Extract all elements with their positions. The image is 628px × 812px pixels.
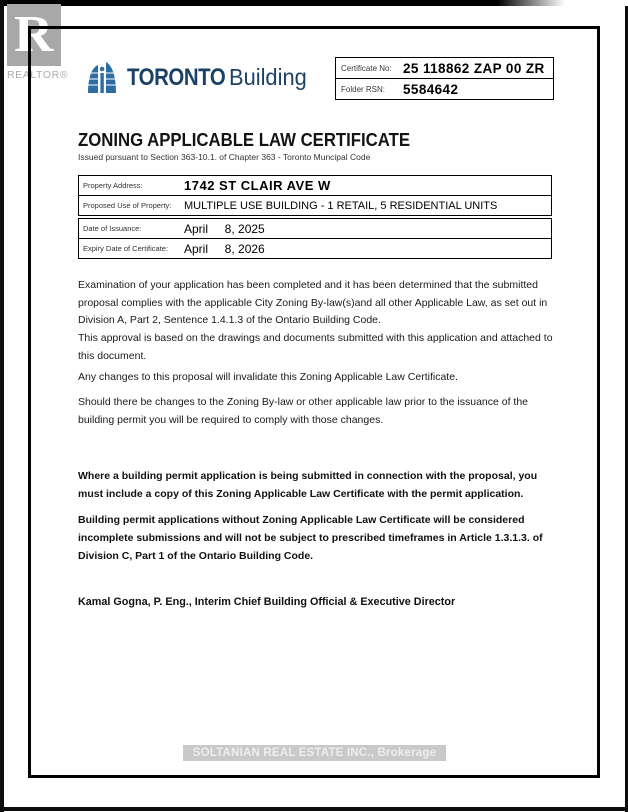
expiry-date-value: April 8, 2026	[184, 241, 265, 256]
property-table	[78, 175, 552, 259]
folder-rsn-label: Folder RSN:	[341, 84, 386, 94]
row-label: Property Address:	[83, 181, 143, 190]
certificate-number-box	[335, 57, 554, 100]
body-bold-paragraph-1: Where a building permit application is being submitted in connection with the proposal, you must include a copy of this Zoning Applicable Law Certificate with the permit application.	[78, 470, 538, 500]
signature-line: Kamal Gogna, P. Eng., Interim Chief Building Official & Executive Director	[78, 596, 456, 608]
certificate-no-value: 25 118862 ZAP 00 ZR	[403, 60, 545, 76]
certificate-no-row	[336, 58, 553, 78]
proposed-use-value: MULTIPLE USE BUILDING - 1 RETAIL, 5 RESIDENTIAL UNITS	[184, 199, 498, 212]
table-row-date-of-issuance	[78, 218, 552, 239]
row-label: Date of Issuance:	[83, 224, 142, 233]
date-of-issuance-value: April 8, 2025	[184, 221, 265, 236]
logo-text-building: Building	[228, 64, 307, 90]
body-paragraph-4: Should there be changes to the Zoning By-law or other applicable law prior to the issuance of the building permit you will be required to comply with those changes.	[78, 396, 529, 426]
body-paragraph-2: This approval is based on the drawings and documents submitted with this application and attached to this document.	[78, 332, 553, 362]
logo-text-toronto: TORONTO	[127, 63, 226, 91]
page-title: ZONING APPLICABLE LAW CERTIFICATE	[78, 130, 411, 150]
folder-rsn-row	[336, 78, 553, 99]
folder-rsn-value: 5584642	[403, 81, 459, 97]
row-label: Expiry Date of Certificate:	[83, 244, 169, 253]
table-row-property-address	[78, 175, 552, 196]
body-bold-paragraph-2: Building permit applications without Zoning Applicable Law Certificate will be considered incomplete submissions and will not be subject to prescribed timeframes in Article 1.3.1.3. of Division C, Part 1 of the Ontario Building Code.	[78, 514, 543, 562]
scan-edge-bottom	[0, 807, 628, 811]
table-row-proposed-use	[78, 195, 552, 216]
toronto-city-hall-icon	[84, 55, 120, 100]
body-paragraph-3: Any changes to this proposal will invalidate this Zoning Applicable Law Certificate.	[78, 371, 458, 383]
brokerage-watermark: SOLTANIAN REAL ESTATE INC., Brokerage	[183, 745, 446, 761]
realtor-logo-letter: R	[14, 6, 54, 63]
table-row-expiry-date	[78, 238, 552, 259]
toronto-building-logo	[84, 55, 310, 100]
page-subtitle: Issued pursuant to Section 363-10.1. of Chapter 363 - Toronto Muncipal Code	[78, 152, 371, 162]
realtor-label: REALTOR®	[7, 69, 69, 81]
row-label: Proposed Use of Property:	[83, 201, 172, 210]
certificate-no-label: Certificate No:	[341, 63, 392, 73]
body-paragraph-1: Examination of your application has been completed and it has been determined that the submitted proposal complies with the applicable City Zoning By-law(s)and all other Applicable Law, as set out in Division A, Part 2, Sentence 1.4.1.3 of the Ontario Building Code.	[78, 279, 548, 326]
property-address-value: 1742 ST CLAIR AVE W	[184, 178, 331, 193]
scan-edge-left	[0, 0, 4, 812]
scan-edge-top	[0, 0, 565, 6]
